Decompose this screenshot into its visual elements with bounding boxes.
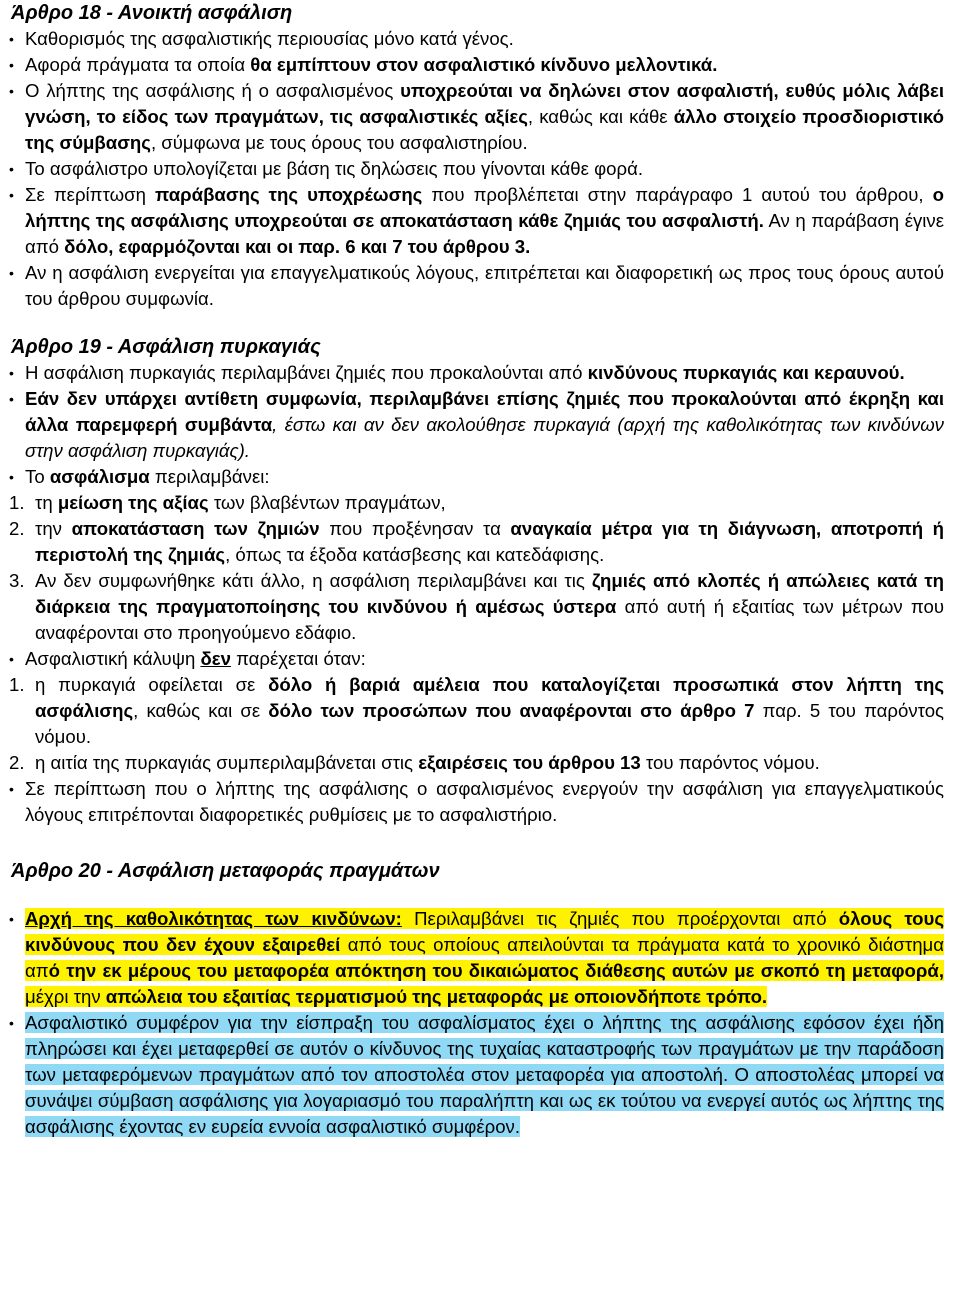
article-18-bullet-1: • Καθορισμός της ασφαλιστικής περιουσίας μόνο κατά γένος. [9, 26, 944, 52]
article-20-bullet-1: • Αρχή της καθολικότητας των κινδύνων: Περιλαμβάνει τις ζημιές που προέρχονται από όλους τους κινδύνους που δεν έχουν εξαιρεθεί από τους οποίους απειλούνται τα πράγματα κατά το χρονικό διάστημα από την εκ μέρους του μεταφορέα απόκτηση του δικαιώματος διάθεσης αυτών με σκοπό τη μεταφορά, μέχρι την απώλεια του εξαιτίας τερματισμού της μεταφοράς με οποιονδήποτε τρόπο. [9, 906, 944, 1010]
article-18-bullet-3: • Ο λήπτης της ασφάλισης ή ο ασφαλισμένος υποχρεούται να δηλώνει στον ασφαλιστή, ευθύς μόλις λάβει γνώση, το είδος των πραγμάτων, τις ασφαλιστικές αξίες, καθώς και κάθε άλλο στοιχείο προσδιοριστικό της σύμβασης, σύμφωνα με τους όρους του ασφαλιστηρίου. [9, 78, 944, 156]
article-19-title: Άρθρο 19 - Ασφάλιση πυρκαγιάς [11, 336, 321, 358]
article-18-title: Άρθρο 18 - Ανοικτή ασφάλιση [11, 2, 293, 24]
article-20-bullet-2: • Ασφαλιστικό συμφέρον για την είσπραξη του ασφαλίσματος έχει ο λήπτης της ασφάλισης εφόσον έχει ήδη πληρώσει και έχει μεταφερθεί σε αυτόν ο κίνδυνος της τυχαίας καταστροφής των πραγμάτων με την παράδοση των μεταφερόμενων πραγμάτων από τον αποστολέα στον μεταφορέα για αποστολή. Ο αποστολέας μπορεί να συνάψει σύμβαση ασφάλισης για λογαριασμό του παραλήπτη και ως εκ τούτου να ενεργεί αυτός ως λήπτης της ασφάλισης έχοντας εν ευρεία εννοία ασφαλιστικό συμφέρον. [9, 1010, 944, 1140]
article-19-exclusion-2: 2. η αιτία της πυρκαγιάς συμπεριλαμβάνεται στις εξαιρέσεις του άρθρου 13 του παρόντος νόμου. [9, 752, 820, 773]
article-19-numbered-3: 3. Αν δεν συμφωνήθηκε κάτι άλλο, η ασφάλιση περιλαμβάνει και τις ζημιές από κλοπές ή απώλειες κατά τη διάρκεια της πραγματοποίησης του κινδύνου ή αμέσως ύστερα από αυτή ή εξαιτίας των μέτρων που αναφέρονται στο προηγούμενο εδάφιο. [9, 570, 944, 643]
article-18-bullet-5: • Σε περίπτωση παράβασης της υποχρέωσης που προβλέπεται στην παράγραφο 1 αυτού του άρθρου, ο λήπτης της ασφάλισης υποχρεούται σε αποκατάσταση κάθε ζημιάς του ασφαλιστή. Αν η παράβαση έγινε από δόλο, εφαρμόζονται και οι παρ. 6 και 7 του άρθρου 3. [9, 182, 944, 260]
article-19-bullet-5: • Σε περίπτωση που ο λήπτης της ασφάλισης ο ασφαλισμένος ενεργούν την ασφάλιση για επαγγελματικούς λόγους επιτρέπονται διαφορετικές ρυθμίσεις με το ασφαλιστήριο. [9, 776, 944, 828]
article-20-title: Άρθρο 20 - Ασφάλιση μεταφοράς πραγμάτων [11, 860, 440, 882]
article-19-numbered-2: 2. την αποκατάσταση των ζημιών που προξένησαν τα αναγκαία μέτρα για τη διάγνωση, αποτροπή ή περιστολή της ζημιάς, όπως τα έξοδα κατάσβεσης και κατεδάφισης. [9, 518, 945, 565]
article-18-bullet-2: • Αφορά πράγματα τα οποία θα εμπίπτουν στον ασφαλιστικό κίνδυνο μελλοντικά. [9, 52, 944, 78]
article-19-bullet-4: • Ασφαλιστική κάλυψη δεν παρέχεται όταν: [9, 646, 944, 672]
article-18-bullet-6: • Αν η ασφάλιση ενεργείται για επαγγελματικούς λόγους, επιτρέπεται και διαφορετική ως προς τους όρους αυτού του άρθρου συμφωνία. [9, 260, 944, 312]
article-19-exclusion-1: 1. η πυρκαγιά οφείλεται σε δόλο ή βαριά αμέλεια που καταλογίζεται προσωπικά στον λήπτη της ασφάλισης, καθώς και σε δόλο των προσώπων που αναφέρονται στο άρθρο 7 παρ. 5 του παρόντος νόμου. [9, 674, 945, 747]
article-19-bullet-2: • Εάν δεν υπάρχει αντίθετη συμφωνία, περιλαμβάνει επίσης ζημιές που προκαλούνται από έκρηξη και άλλα παρεμφερή συμβάντα, έστω και αν δεν ακολούθησε πυρκαγιά (αρχή της καθολικότητας των κινδύνων στην ασφάλιση πυρκαγιάς). [9, 386, 944, 464]
article-18-bullet-4: • Το ασφάλιστρο υπολογίζεται με βάση τις δηλώσεις που γίνονται κάθε φορά. [9, 156, 944, 182]
article-19-bullet-1: • Η ασφάλιση πυρκαγιάς περιλαμβάνει ζημιές που προκαλούνται από κινδύνους πυρκαγιάς και κεραυνού. [9, 360, 944, 386]
article-19-bullet-3: • Το ασφάλισμα περιλαμβάνει: [9, 464, 944, 490]
article-19-numbered-1: 1. τη μείωση της αξίας των βλαβέντων πραγμάτων, [9, 492, 446, 513]
